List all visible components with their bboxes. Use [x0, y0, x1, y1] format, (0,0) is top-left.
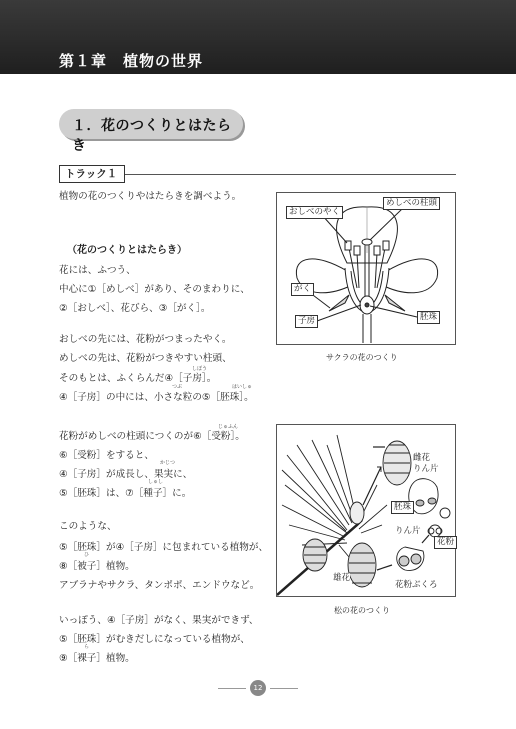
ruby-text: しぼう [192, 366, 208, 372]
label-pollen-sac: 花粉ぶくろ [395, 580, 438, 590]
chapter-title: 第１章 植物の世界 [59, 52, 204, 70]
text-line: ④［子房］が成長し、果実に、 [59, 469, 193, 480]
label-male-flower: 雄花 [333, 573, 351, 583]
text-line: ⑤［胚珠］が④［子房］に包まれている植物が、 [59, 542, 269, 553]
chapter-header [0, 0, 516, 74]
label-scale-top: りん片 [413, 464, 439, 474]
subheading: （花のつくりとはたらき） [67, 245, 187, 256]
ruby-text: かじつ [160, 460, 176, 466]
label-ovary: 子房 [295, 315, 318, 328]
figure2-caption: 松の花のつくり [334, 606, 390, 615]
text-line: 花粉がめしべの柱頭につくのが⑥［受粉］。 [59, 431, 245, 442]
text-line: このような、 [59, 521, 117, 532]
ruby-text: しゅし [148, 479, 164, 485]
footer-line-left [218, 688, 246, 689]
track-label: トラック１ [59, 165, 125, 183]
ruby-text: つぶ [172, 384, 183, 390]
label-scale-middle: りん片 [395, 526, 421, 536]
ruby-text: ひ [84, 552, 90, 558]
label-stigma: めしべの柱頭 [383, 197, 440, 210]
label-female-flower: 雌花 [413, 453, 431, 463]
text-line: 中心に①［めしべ］があり、そのまわりに、 [59, 284, 250, 295]
text-line: ⑤［胚珠］は、⑦［種子］に。 [59, 488, 192, 499]
label-ovule: 胚珠 [391, 501, 414, 514]
page-number: 12 [250, 680, 266, 696]
ruby-text: じゅふん [218, 424, 239, 430]
track-divider [125, 174, 456, 175]
text-line: ⑤［胚珠］がむきだしになっている植物が、 [59, 634, 250, 645]
label-anther: おしべのやく [286, 206, 343, 219]
text-line: おしべの先には、花粉がつまったやく。 [59, 334, 232, 345]
page-number-footer [218, 680, 298, 696]
section-heading [59, 109, 243, 154]
ruby-text: はいしゅ [232, 384, 253, 390]
text-line: そのもとは、ふくらんだ④［子房］。 [59, 373, 217, 384]
text-line: ④［子房］の中には、小さな粒の⑤［胚珠］。 [59, 392, 254, 403]
cherry-flower-figure [276, 192, 456, 345]
label-ovule: 胚珠 [417, 311, 440, 324]
pine-flower-figure [276, 424, 456, 597]
pine-flower-illustration [277, 425, 455, 596]
intro-text: 植物の花のつくりやはたらきを調べよう。 [59, 191, 242, 202]
text-line: ⑥［受粉］をすると、 [59, 450, 154, 461]
label-pollen: 花粉 [434, 536, 457, 549]
text-line: ②［おしべ］、花びら、③［がく］。 [59, 303, 211, 314]
text-line: 花には、ふつう、 [59, 265, 136, 276]
figure1-caption: サクラの花のつくり [326, 353, 398, 362]
text-line: ⑧［被子］植物。 [59, 561, 135, 572]
text-line: いっぽう、④［子房］がなく、果実ができず、 [59, 615, 259, 626]
label-sepal: がく [291, 283, 314, 296]
ruby-text: ら [84, 644, 90, 650]
text-line: アブラナやサクラ、タンポポ、エンドウなど。 [59, 580, 260, 591]
section-title: １．花のつくりとはたらき [72, 118, 232, 154]
footer-line-right [270, 688, 298, 689]
text-line: めしべの先は、花粉がつきやすい柱頭、 [59, 353, 232, 364]
text-line: ⑨［裸子］植物。 [59, 653, 135, 664]
